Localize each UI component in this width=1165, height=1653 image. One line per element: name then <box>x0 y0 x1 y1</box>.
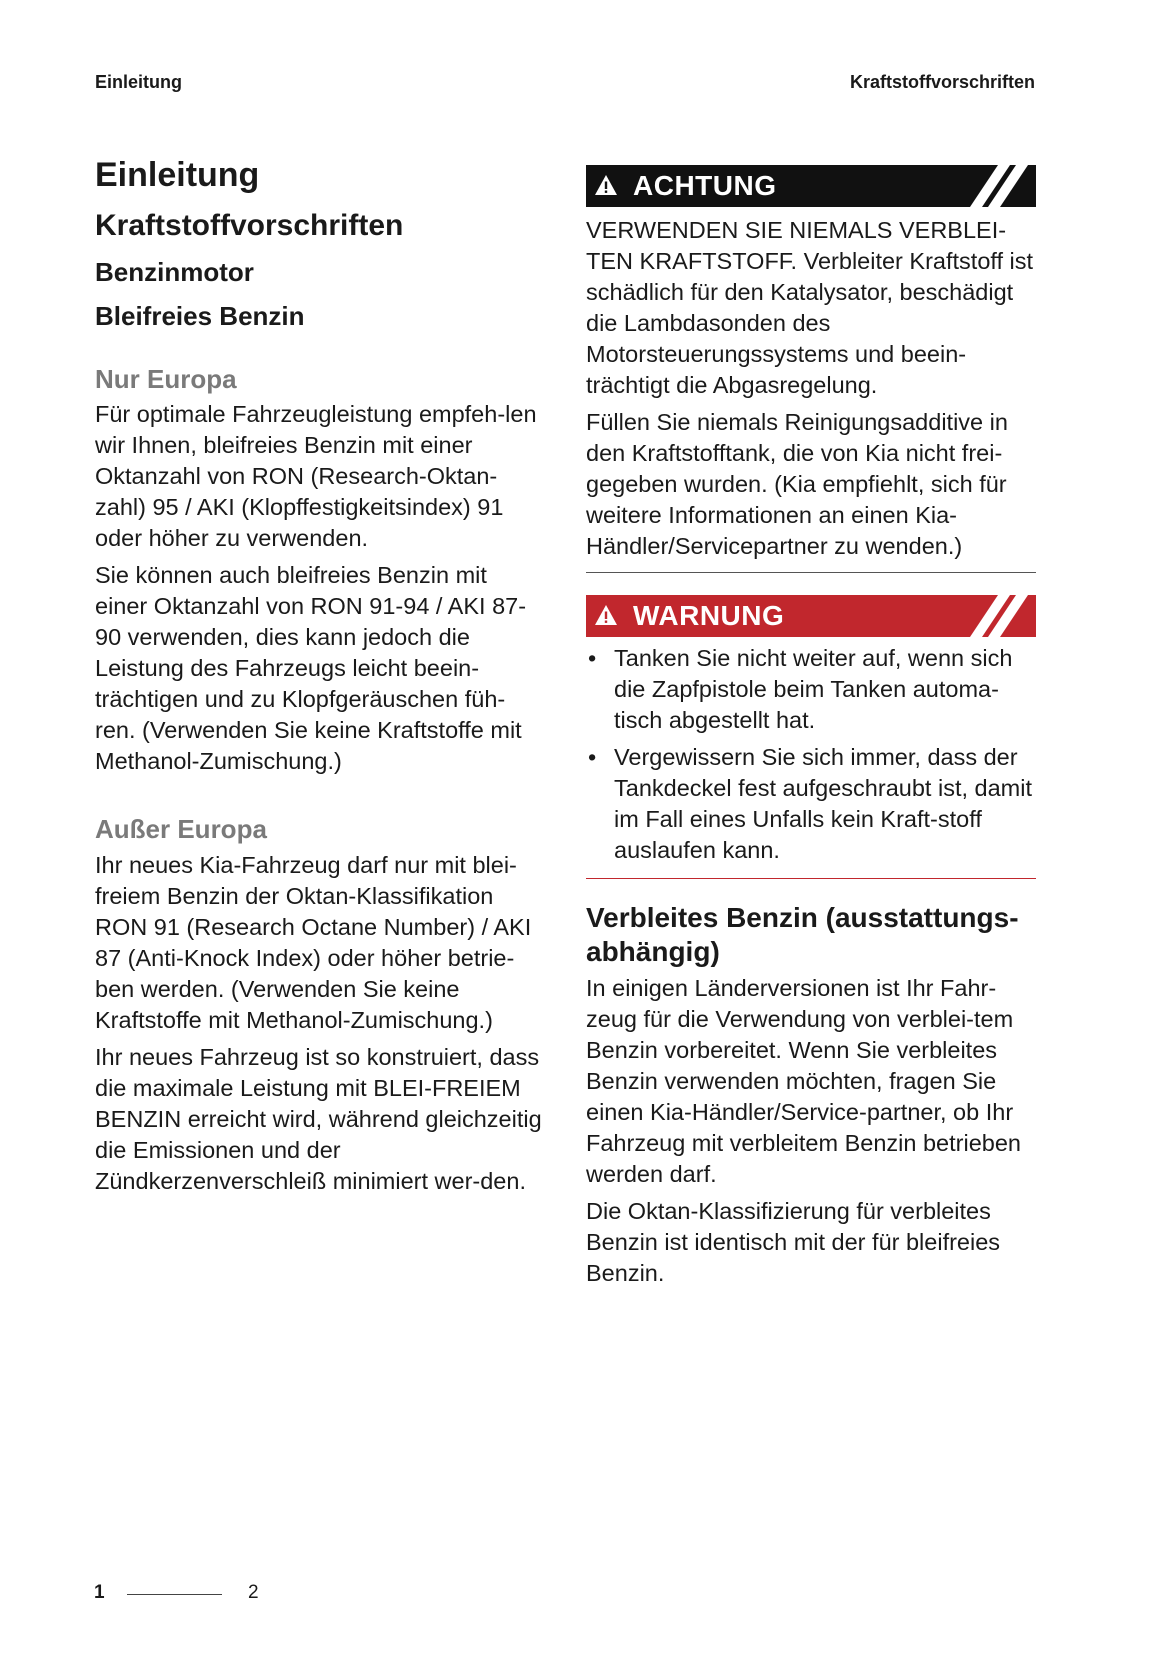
chapter-title: Einleitung <box>95 156 260 194</box>
stripe-decoration <box>946 595 1036 637</box>
outside-europe-heading: Außer Europa <box>95 814 267 845</box>
stripe-decoration <box>946 165 1036 207</box>
leaded-paragraph-1: In einigen Länderversionen ist Ihr Fahr-zeug für die Verwendung von verblei-tem Benzin vorbereitet. Wenn Sie verbleites Benzin verwenden möchten, fragen Sie einen Kia-Händler/Service-partner, ob Ihr Fahrzeug mit verbleitem Benzin betrieben werden darf. <box>586 975 1021 1187</box>
chapter-number: 1 <box>94 1582 105 1603</box>
outside-europe-paragraph-1: Ihr neues Kia-Fahrzeug darf nur mit blei-freiem Benzin der Oktan-Klassifikation RON 91 (Research Octane Number) / AKI 87 (Anti-Knock Index) oder höher betrie-ben werden. (Verwenden Sie keine Kraftstoffe mit Methanol-Zumischung.) <box>95 851 532 1033</box>
footer-divider <box>127 1594 222 1595</box>
caution-divider <box>586 572 1036 573</box>
caution-label: ACHTUNG <box>633 170 777 201</box>
leaded-paragraph-2: Die Oktan-Klassifizierung für verbleites Benzin ist identisch mit der für bleifreies Benzin. <box>586 1198 1001 1286</box>
warning-list <box>586 643 1036 866</box>
leaded-fuel-heading: Verbleites Benzin (ausstattungs-abhängig) <box>586 902 1019 967</box>
page-number: 2 <box>248 1582 259 1603</box>
warning-triangle-icon <box>594 173 618 197</box>
warning-triangle-icon <box>594 603 618 627</box>
warning-divider <box>586 878 1036 879</box>
running-header-right: Kraftstoffvorschriften <box>849 72 1035 92</box>
list-item: • Vergewissern Sie sich immer, dass der Tankdeckel fest aufgeschraubt ist, damit im Fall eines Unfalls kein Kraft-stoff auslaufen kann. <box>586 742 1036 866</box>
warning-banner <box>586 595 1036 637</box>
subsubsection-title: Bleifreies Benzin <box>95 301 305 332</box>
left-column <box>95 155 545 1203</box>
right-column <box>586 165 1036 1295</box>
europe-paragraph-1: Für optimale Fahrzeugleistung empfeh-len wir Ihnen, bleifreies Benzin mit einer Oktanzahl von RON (Research-Oktan-zahl) 95 / AKI (Klopffestigkeitsindex) 91 oder höher zu verwenden. <box>95 401 537 552</box>
running-header-left: Einleitung <box>95 72 182 92</box>
section-title: Kraftstoffvorschriften <box>95 208 404 242</box>
warning-label: WARNUNG <box>633 600 785 631</box>
caution-paragraph-2: Füllen Sie niemals Reinigungsadditive in den Kraftstofftank, die von Kia nicht frei-gegeben wurden. (Kia empfiehlt, sich für weitere Informationen an einen Kia-Händler/Servicepartner zu wenden.) <box>586 409 1008 559</box>
list-item: • Tanken Sie nicht weiter auf, wenn sich die Zapfpistole beim Tanken automa-tisch abgestellt hat. <box>586 643 1036 736</box>
europe-heading: Nur Europa <box>95 363 237 394</box>
outside-europe-paragraph-2: Ihr neues Fahrzeug ist so konstruiert, dass die maximale Leistung mit BLEI-FREIEM BENZIN erreicht wird, während gleichzeitig die Emissionen und der Zündkerzenverschleiß minimiert wer-den. <box>95 1043 542 1194</box>
subsection-title: Benzinmotor <box>95 256 254 287</box>
europe-paragraph-2: Sie können auch bleifreies Benzin mit einer Oktanzahl von RON 91-94 / AKI 87-90 verwenden, dies kann jedoch die Leistung des Fahrzeugs leicht beein-trächtigen und zu Klopfgeräuschen füh-ren. (Verwenden Sie keine Kraftstoffe mit Methanol-Zumischung.) <box>95 562 527 775</box>
caution-paragraph-1: VERWENDEN SIE NIEMALS VERBLEI-TEN KRAFTSTOFF. Verbleiter Kraftstoff ist schädlich für den Katalysator, beschädigt die Lambdasonden des Motorsteuerungssystems und beein-trächtigt die Abgasregelung. <box>586 217 1034 398</box>
caution-banner <box>586 165 1036 207</box>
